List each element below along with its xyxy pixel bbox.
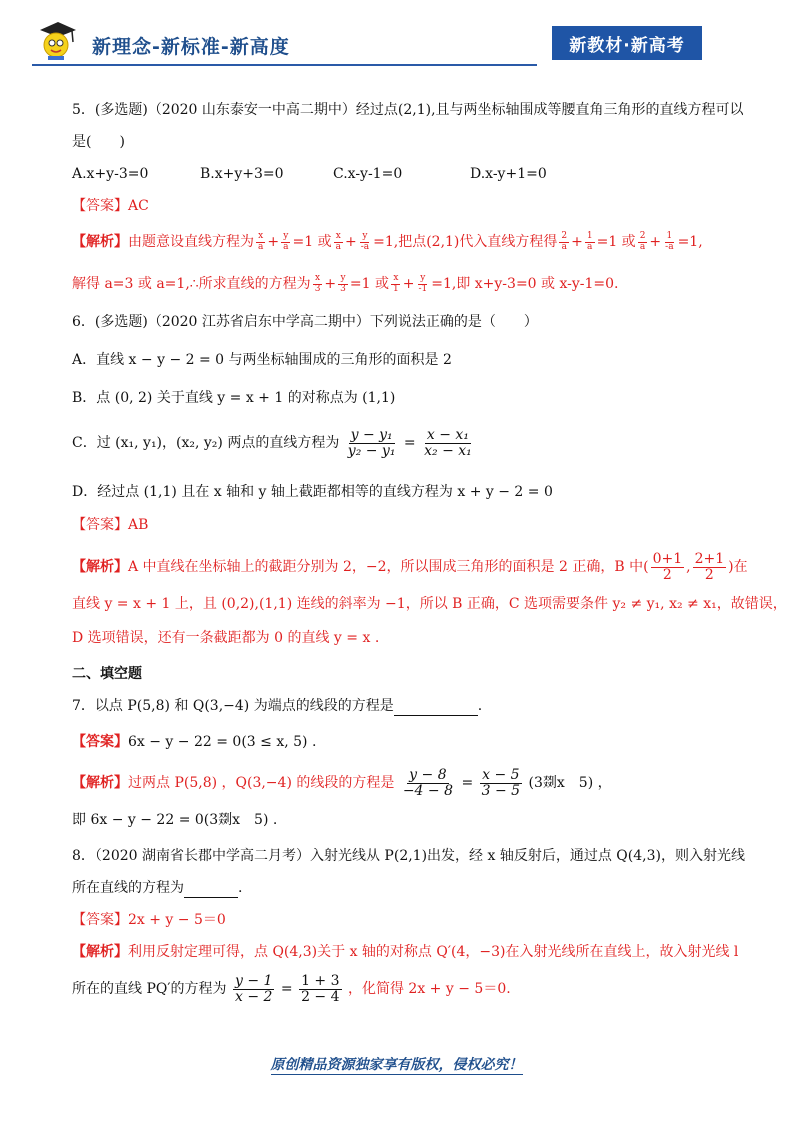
fraction: $\frac{x}{a}$ — [258, 231, 264, 252]
fraction: $\frac{y}{-1}$ — [418, 273, 428, 294]
text: (3剟x 5) ， — [528, 775, 612, 792]
text: + — [402, 276, 415, 292]
fill-blank — [394, 715, 478, 716]
text: + — [571, 234, 583, 250]
fraction: $\frac{x - 5}{3 - 5}$ — [481, 767, 521, 799]
text: 所在直线的方程为 — [72, 880, 184, 896]
q8-answer: 【答案】2x + y − 5＝0 — [72, 912, 226, 928]
text: . — [238, 880, 243, 896]
fraction: $\frac{x}{a}$ — [335, 231, 341, 252]
q6-analysis-line1 — [72, 552, 748, 582]
text: =1,把点(2,1)代入直线方程得 — [373, 234, 558, 250]
fraction: $\frac{2}{a}$ — [561, 231, 568, 252]
q7-answer — [72, 732, 316, 752]
q6-option-a: A．直线 x − y − 2 = 0 与两坐标轴围成的三角形的面积是 2 — [72, 352, 452, 368]
mascot-logo-icon — [34, 18, 78, 62]
text: 过两点 P(5,8) ，Q(3,−4) 的线段的方程是 — [128, 775, 395, 792]
q6-analysis-line2: 直线 y = x + 1 上，且 (0,2),(1,1) 连线的斜率为 −1，所以 B 正确，C 选项需要条件 y₂ ≠ y₁, x₂ ≠ x₁，故错误， — [72, 596, 787, 612]
q7-analysis-line1 — [72, 768, 612, 798]
fraction: $\frac{1}{a}$ — [586, 231, 593, 252]
q7-analysis-line2: 即 6x − y − 22 = 0(3剟x 5) . — [72, 812, 278, 828]
fraction: $\frac{y}{a}$ — [283, 231, 289, 252]
text: = — [280, 981, 293, 998]
text: + — [649, 234, 662, 250]
fraction: $\frac{2+1}{2}$ — [694, 551, 725, 583]
copyright-footer — [0, 1054, 793, 1074]
q6-analysis-line3: D 选项错误，还有一条截距都为 0 的直线 y = x . — [72, 630, 380, 646]
q5-option-b: B.x+y+3=0 — [200, 166, 284, 182]
text: . — [477, 698, 483, 714]
text: )在 — [728, 559, 748, 576]
text: C．过 (x₁, y₁)，(x₂, y₂) 两点的直线方程为 — [72, 435, 340, 452]
fraction: $\frac{0+1}{2}$ — [652, 551, 683, 583]
text: =1, — [677, 234, 703, 250]
q6-option-d: D．经过点 (1,1) 且在 x 轴和 y 轴上截距都相等的直线方程为 x + y − 2 = 0 — [72, 484, 553, 500]
text: + — [324, 276, 337, 292]
footer-text: 原创精品资源独家享有版权，侵权必究！ — [270, 1057, 523, 1073]
fraction: $\frac{\text{x − x₁}}{\text{x₂ − x₁}}$ — [424, 427, 472, 459]
text: 利用反射定理可得，点 Q(4,3)关于 x 轴的对称点 Q′(4，−3)在入射光线所在直线上，故入射光线 l — [128, 944, 739, 960]
fraction: $\frac{1 + 3}{2 - 4}$ — [301, 973, 340, 1005]
q5-option-a: A.x+y-3=0 — [72, 166, 149, 182]
text: =1,即 x+y-3=0 或 x-y-1=0. — [431, 276, 619, 292]
text: ，化简得 2x + y − 5＝0. — [347, 981, 511, 998]
q5-option-d: D.x-y+1=0 — [470, 166, 547, 182]
text: 7．以点 P(5,8) 和 Q(3,−4) 为端点的线段的方程是 — [72, 698, 394, 714]
analysis-label: 【解析】 — [72, 944, 128, 960]
text: 解得 a=3 或 a=1,∴所求直线的方程为 — [72, 276, 311, 292]
q8-analysis-line2 — [72, 974, 511, 1004]
text: =1 或 — [349, 276, 389, 292]
fraction: $\frac{y - 1}{x - 2}$ — [234, 973, 273, 1005]
fill-blank — [184, 897, 238, 898]
fraction: $\frac{y}{-a}$ — [360, 231, 370, 252]
fraction: $\frac{\text{y − y₁}}{\text{y₂ − y₁}}$ — [347, 427, 396, 459]
fraction: $\frac{x}{1}$ — [392, 273, 399, 294]
q5-option-c: C.x-y-1=0 — [333, 166, 403, 182]
q6-option-c — [72, 428, 476, 458]
header-badge: 新教材·新高考 — [552, 26, 702, 60]
q5-stem-line1: 5．(多选题)（2020 山东泰安一中高二期中）经过点(2,1),且与两坐标轴围成等腰直角三角形的直线方程可以 — [72, 102, 744, 118]
text: =1 或 — [292, 234, 332, 250]
answer-label: 【答案】 — [72, 734, 128, 750]
q8-analysis-line1 — [72, 942, 738, 962]
q5-analysis-line2 — [72, 274, 619, 294]
analysis-label: 【解析】 — [72, 775, 128, 792]
q8-stem-line1: 8．（2020 湖南省长郡中学高二月考）入射光线从 P(2,1)出发，经 x 轴反射后，通过点 Q(4,3)，则入射光线 — [72, 848, 745, 864]
q6-option-b: B．点 (0, 2) 关于直线 y = x + 1 的对称点为 (1,1) — [72, 390, 396, 406]
text: + — [344, 234, 357, 250]
fraction: $\frac{2}{a}$ — [639, 231, 646, 252]
header-rule — [32, 64, 537, 66]
page-header — [0, 0, 793, 80]
text: = — [403, 435, 416, 452]
fraction: $\frac{y - 8}{-4 - 8}$ — [402, 767, 453, 799]
q5-analysis-line1 — [72, 232, 703, 252]
text: A 中直线在坐标轴上的截距分别为 2，−2，所以围成三角形的面积是 2 正确，B 中( — [128, 559, 649, 576]
fraction: $\frac{1}{-a}$ — [665, 231, 674, 252]
q5-answer: 【答案】AC — [72, 198, 149, 214]
text: 所在的直线 PQ′的方程为 — [72, 981, 227, 998]
q6-stem: 6．(多选题)（2020 江苏省启东中学高二期中）下列说法正确的是（ ） — [72, 314, 538, 330]
header-slogan: 新理念-新标准-新高度 — [92, 36, 290, 58]
section-heading: 二、填空题 — [72, 666, 142, 682]
analysis-label: 【解析】 — [72, 559, 128, 576]
text: + — [267, 234, 280, 250]
q6-answer: 【答案】AB — [72, 517, 149, 533]
text: , — [686, 559, 691, 576]
text: =1 或 — [596, 234, 636, 250]
q8-stem-line2 — [72, 878, 242, 898]
text: = — [461, 775, 474, 792]
text: 由题意设直线方程为 — [128, 234, 254, 250]
fraction: $\frac{x}{3}$ — [314, 273, 321, 294]
analysis-label: 【解析】 — [72, 234, 128, 250]
q7-stem — [72, 696, 482, 716]
fraction: $\frac{y}{3}$ — [340, 273, 346, 294]
q5-stem-line2: 是( ) — [72, 134, 125, 150]
text: 6x − y − 22 = 0(3 ≤ x, 5) . — [128, 734, 317, 750]
